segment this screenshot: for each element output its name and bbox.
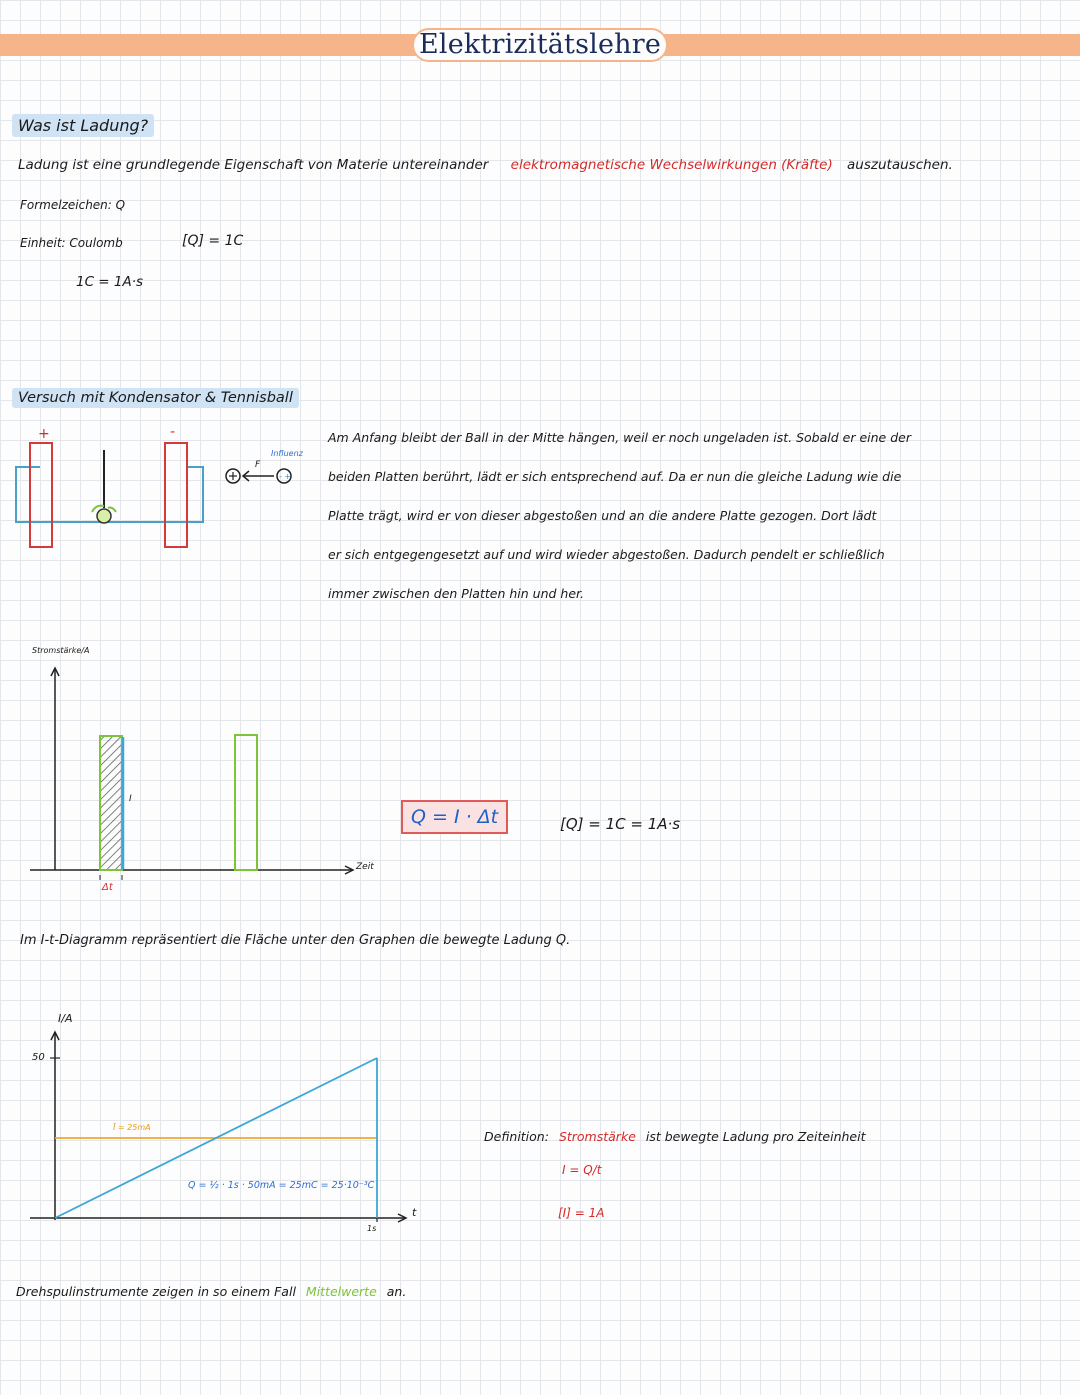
pulse-chart-xlabel: Zeit xyxy=(356,862,374,872)
definition-suffix: auszutauschen. xyxy=(847,157,953,173)
charge-formula: Q = I · Δt xyxy=(401,800,508,834)
section-heading-versuch: Versuch mit Kondensator & Tennisball xyxy=(12,388,299,408)
definition-highlight: elektromagnetische Wechselwirkungen (Kräfte) xyxy=(510,157,833,173)
unit-label: Einheit: Coulomb xyxy=(20,236,123,250)
area-formula: Q = ½ · 1s · 50mA = 25mC = 25·10⁻³C xyxy=(188,1180,375,1191)
ramp-chart-xtick: 1s xyxy=(367,1224,377,1233)
note-prefix: Drehspulinstrumente zeigen in so einem Fall xyxy=(16,1284,296,1299)
unit-formula: [Q] = 1C xyxy=(182,233,244,249)
mean-current-label: Ī = 25mA xyxy=(113,1123,151,1132)
paragraph-line: Platte trägt, wird er von dieser abgestoßen und an die andere Platte gezogen. Dort lädt xyxy=(328,508,877,523)
section-heading-ladung: Was ist Ladung? xyxy=(12,114,154,137)
paragraph-line: Am Anfang bleibt der Ball in der Mitte hängen, weil er noch ungeladen ist. Sobald er eine der xyxy=(328,430,911,445)
force-label: F xyxy=(255,460,261,470)
definition-term: Stromstärke xyxy=(558,1129,636,1144)
unit-identity: 1C = 1A·s xyxy=(76,274,144,290)
ramp-chart-xlabel: t xyxy=(412,1206,417,1219)
ramp-chart-ylabel: I/A xyxy=(58,1012,73,1025)
pulse-current-label: I xyxy=(129,794,132,804)
current-formula: I = Q/t xyxy=(562,1163,602,1177)
ramp-chart-ytick: 50 xyxy=(32,1052,45,1063)
paragraph-line: er sich entgegengesetzt auf und wird wieder abgestoßen. Dadurch pendelt er schließlich xyxy=(328,547,885,562)
mean-value-note xyxy=(16,1284,406,1299)
note-highlight: Mittelwerte xyxy=(305,1284,377,1299)
definition-block xyxy=(484,1129,865,1144)
page-title: Elektrizitätslehre xyxy=(418,29,662,60)
svg-text:- +: - + xyxy=(279,472,292,481)
formula-symbol: Formelzeichen: Q xyxy=(20,198,126,212)
definition-text: ist bewegte Ladung pro Zeiteinheit xyxy=(645,1129,866,1144)
paragraph-line: beiden Platten berührt, lädt er sich entsprechend auf. Da er nun die gleiche Ladung wie die xyxy=(328,469,902,484)
current-unit: [I] = 1A xyxy=(558,1206,605,1220)
charge-unit-formula: [Q] = 1C = 1A·s xyxy=(560,815,681,833)
minus-sign: - xyxy=(170,424,176,440)
paragraph-line: immer zwischen den Platten hin und her. xyxy=(328,586,584,601)
area-note: Im I-t-Diagramm repräsentiert die Fläche unter den Graphen die bewegte Ladung Q. xyxy=(20,933,571,948)
definition-prefix: Ladung ist eine grundlegende Eigenschaft von Materie untereinander xyxy=(18,157,489,173)
definition-label: Definition: xyxy=(484,1129,549,1144)
pulse-delta-label: Δt xyxy=(102,882,113,893)
note-suffix: an. xyxy=(386,1284,407,1299)
influence-label: Influenz xyxy=(271,449,303,458)
pulse-chart-ylabel: Stromstärke/A xyxy=(32,646,90,655)
plus-sign: + xyxy=(38,426,50,442)
